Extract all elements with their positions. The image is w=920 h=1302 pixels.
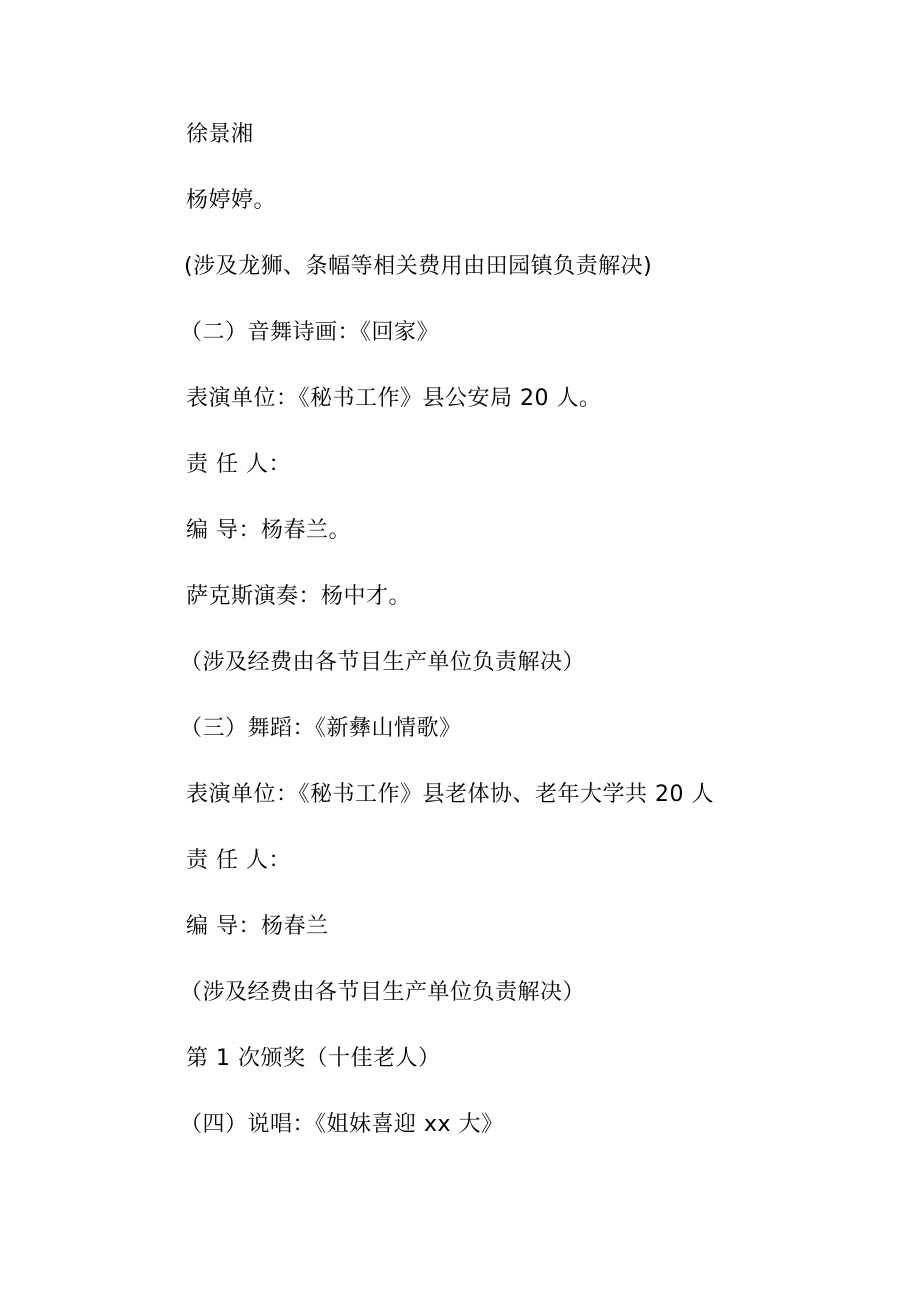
director-line-2: 编 导：杨春兰 (186, 914, 329, 939)
saxophone-line: 萨克斯演奏：杨中才。 (186, 584, 412, 609)
text-line-cost-note: (涉及龙狮、条幅等相关费用由田园镇负责解决) (184, 254, 653, 279)
funding-note-line-2: （涉及经费由各节目生产单位负责解决） (180, 980, 586, 1005)
responsible-person-line-2: 责 任 人： (186, 848, 291, 873)
section-heading-4: （四）说唱：《姐妹喜迎 xx 大》 (180, 1112, 504, 1137)
text-line-name-xu: 徐景湘 (186, 122, 254, 147)
award-line: 第 1 次颁奖（十佳老人） (186, 1046, 441, 1071)
section-heading-3: （三）舞蹈：《新彝山情歌》 (180, 716, 462, 741)
funding-note-line: （涉及经费由各节目生产单位负责解决） (180, 650, 586, 675)
performer-unit-line-2: 表演单位：《秘书工作》县老体协、老年大学共 20 人 (186, 782, 714, 807)
director-line: 编 导：杨春兰。 (186, 518, 351, 543)
responsible-person-line: 责 任 人： (186, 452, 291, 477)
text-line-name-yang: 杨婷婷。 (186, 188, 277, 213)
performer-unit-line: 表演单位：《秘书工作》县公安局 20 人。 (186, 386, 602, 411)
section-heading-2: （二）音舞诗画：《回家》 (180, 320, 440, 345)
